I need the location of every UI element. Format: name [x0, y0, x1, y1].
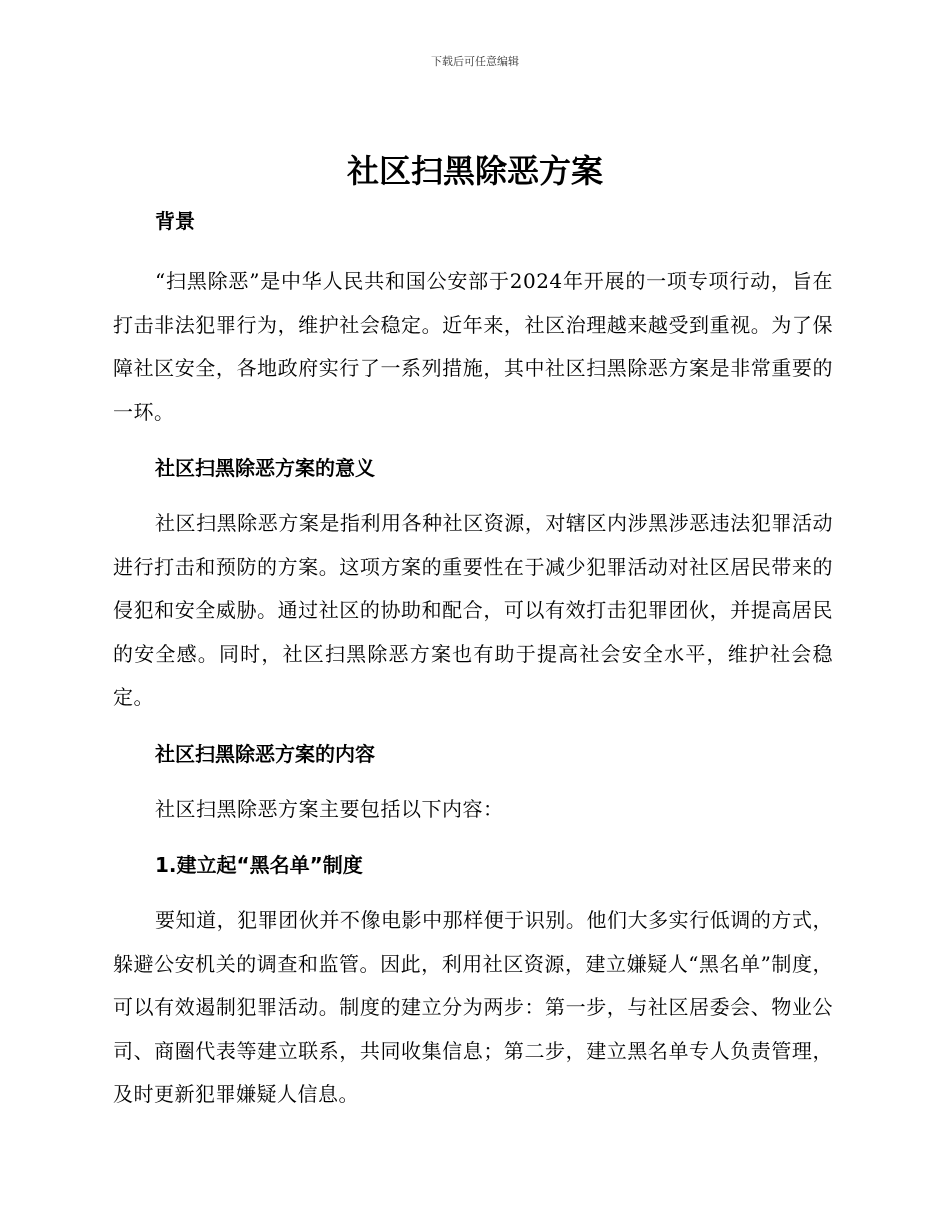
section-heading-content: 社区扫黑除恶方案的内容 [155, 741, 375, 766]
section-heading-blacklist: 1.建立起“黑名单”制度 [155, 853, 363, 877]
section-paragraph-blacklist: 要知道，犯罪团伙并不像电影中那样便于识别。他们大多实行低调的方式，躲避公安机关的调查和监管。因此，利用社区资源，建立嫌疑人“黑名单”制度，可以有效遏制犯罪活动。制度的建立分为两步：第一步，与社区居委会、物业公司、商圈代表等建立联系，共同收集信息；第二步，建立黑名单专人负责管理，及时更新犯罪嫌疑人信息。 [113, 908, 833, 1106]
section-paragraph-content: 社区扫黑除恶方案主要包括以下内容： [155, 796, 504, 821]
document-body [113, 200, 833, 1117]
section-paragraph-significance: 社区扫黑除恶方案是指利用各种社区资源，对辖区内涉黑涉恶违法犯罪活动进行打击和预防的方案。这项方案的重要性在于减少犯罪活动对社区居民带来的侵犯和安全威胁。通过社区的协助和配合，可以有效打击犯罪团伙，并提高居民的安全感。同时，社区扫黑除恶方案也有助于提高社会安全水平，维护社会稳定。 [113, 511, 833, 709]
section-heading-background: 背景 [155, 209, 195, 233]
page-header: 下载后可任意编辑 [431, 55, 519, 68]
document-title: 社区扫黑除恶方案 [346, 152, 603, 190]
section-heading-significance: 社区扫黑除恶方案的意义 [155, 456, 375, 480]
section-paragraph-background: “扫黑除恶”是中华人民共和国公安部于2024年开展的一项专项行动，旨在打击非法犯罪行为，维护社会稳定。近年来，社区治理越来越受到重视。为了保障社区安全，各地政府实行了一系列措施，其中社区扫黑除恶方案是非常重要的一环。 [113, 269, 833, 424]
